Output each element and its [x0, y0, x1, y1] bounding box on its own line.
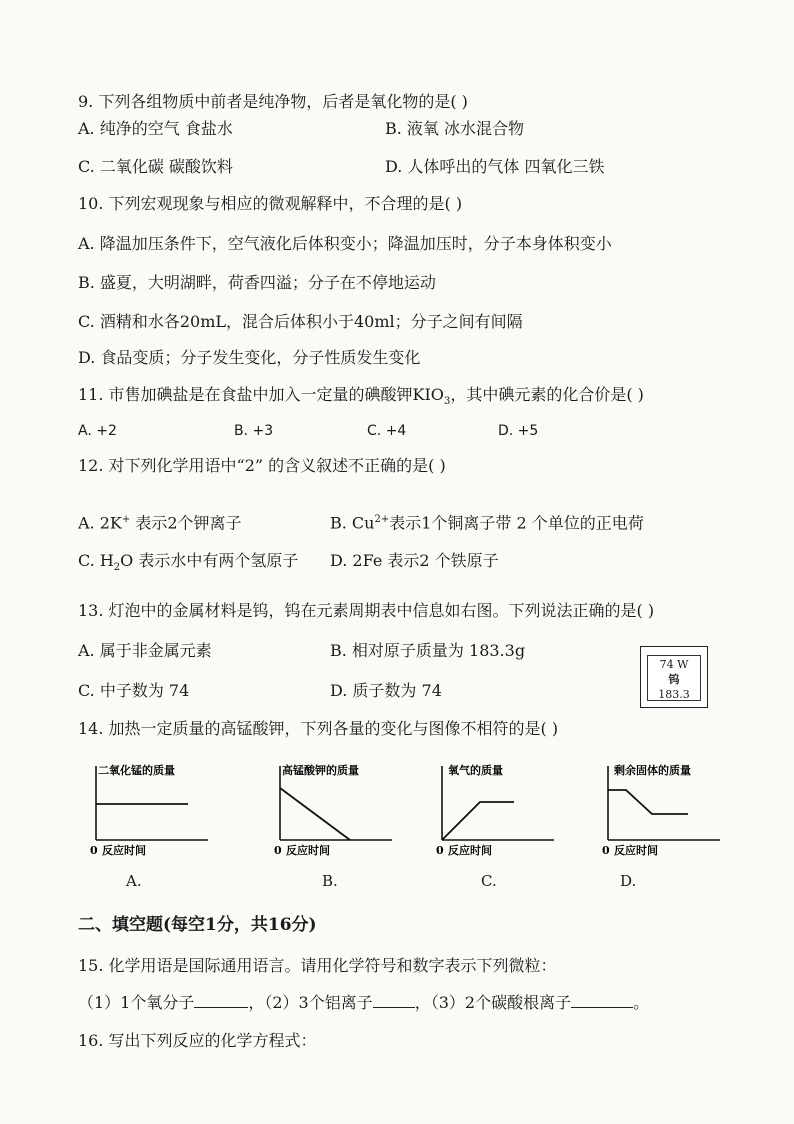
- graph-a-ylabel: 二氧化锰的质量: [98, 764, 175, 777]
- q15-stem: 15. 化学用语是国际通用语言。请用化学符号和数字表示下列微粒：: [78, 956, 557, 975]
- q10-option-d: D. 食品变质；分子发生变化，分子性质发生变化: [78, 348, 421, 367]
- graph-c: [430, 760, 560, 860]
- graph-a: [84, 760, 214, 860]
- q13-option-b: B. 相对原子质量为 183.3g: [330, 641, 526, 660]
- q13-option-d: D. 质子数为 74: [330, 681, 442, 700]
- graph-d-xlabel: 反应时间: [614, 844, 658, 857]
- q13-option-a: A. 属于非金属元素: [78, 641, 212, 660]
- element-mass: 183.3: [658, 688, 690, 701]
- element-symbol: W: [677, 658, 689, 671]
- q9-option-d: D. 人体呼出的气体 四氧化三铁: [385, 157, 605, 176]
- q15-blanks: （1）1个氧分子 ，（2）3个铝离子 ，（3）2个碳酸根离子 。: [78, 993, 650, 1012]
- graph-a-letter: A.: [126, 872, 142, 890]
- element-number: 74: [659, 658, 674, 671]
- graph-c-xlabel: 反应时间: [448, 844, 492, 857]
- graph-a-origin: 0: [90, 844, 98, 857]
- q15-blank-2[interactable]: [373, 992, 415, 1008]
- graph-c-origin: 0: [436, 844, 444, 857]
- q16-stem: 16. 写出下列反应的化学方程式：: [78, 1031, 317, 1050]
- q11-option-b: B. +3: [234, 423, 274, 439]
- q11-stem: 11. 市售加碘盐是在食盐中加入一定量的碘酸钾$KIO_3$，其中碘元素的化合价是( ): [78, 385, 644, 408]
- q12-option-a: A. 2K+ 表示2个钾离子: [78, 513, 242, 533]
- q11-option-a: A. +2: [78, 423, 117, 439]
- graph-c-curve: [442, 802, 514, 840]
- graph-d-letter: D.: [620, 872, 637, 890]
- q13-stem: 13. 灯泡中的金属材料是钨，钨在元素周期表中信息如右图。下列说法正确的是( ): [78, 601, 655, 620]
- graph-d-origin: 0: [602, 844, 610, 857]
- q13-option-c: C. 中子数为 74: [78, 681, 190, 700]
- graph-d: [596, 760, 726, 860]
- graph-b-origin: 0: [274, 844, 282, 857]
- graph-b-letter: B.: [322, 872, 338, 890]
- section-2-title: 二、填空题(每空1分，共16分): [78, 915, 317, 935]
- graph-a-xlabel: 反应时间: [102, 844, 146, 857]
- graph-c-ylabel: 氧气的质量: [448, 764, 503, 777]
- graph-b-ylabel: 高锰酸钾的质量: [282, 764, 359, 777]
- q10-option-a: A. 降温加压条件下，空气液化后体积变小；降温加压时，分子本身体积变小: [78, 234, 612, 253]
- element-tile: [640, 646, 708, 708]
- q11-option-c: C. +4: [367, 423, 407, 439]
- graph-b: [268, 760, 398, 860]
- q9-option-a: A. 纯净的空气 食盐水: [78, 119, 233, 138]
- q12-stem: 12. 对下列化学用语中“2” 的含义叙述不正确的是( ): [78, 456, 446, 475]
- q15-blank-1[interactable]: [194, 992, 248, 1008]
- q9-stem: 9. 下列各组物质中前者是纯净物，后者是氧化物的是( ): [78, 92, 468, 111]
- q15-blank-3[interactable]: [571, 992, 633, 1008]
- graph-c-letter: C.: [481, 872, 497, 890]
- q14-stem: 14. 加热一定质量的高锰酸钾，下列各量的变化与图像不相符的是( ): [78, 719, 559, 738]
- q12-option-d: D. 2Fe 表示2 个铁原子: [330, 551, 499, 570]
- element-name: 钨: [668, 673, 680, 686]
- q12-option-c: C. $H_2O$ 表示水中有两个氢原子: [78, 551, 299, 574]
- q10-option-c: C. 酒精和水各20mL，混合后体积小于40ml；分子之间有间隔: [78, 312, 523, 331]
- q9-option-b: B. 液氧 冰水混合物: [385, 119, 525, 138]
- q11-option-d: D. +5: [498, 423, 539, 439]
- q12-option-b: B. $Cu^{2+}$表示1个铜离子带 2 个单位的正电荷: [330, 513, 644, 533]
- graph-b-curve: [280, 788, 350, 840]
- graph-d-ylabel: 剩余固体的质量: [614, 764, 691, 777]
- q10-stem: 10. 下列宏观现象与相应的微观解释中，不合理的是( ): [78, 194, 463, 213]
- graph-d-curve: [608, 790, 688, 814]
- graph-b-xlabel: 反应时间: [286, 844, 330, 857]
- q9-option-c: C. 二氧化碳 碳酸饮料: [78, 157, 233, 176]
- q10-option-b: B. 盛夏，大明湖畔，荷香四溢；分子在不停地运动: [78, 273, 436, 292]
